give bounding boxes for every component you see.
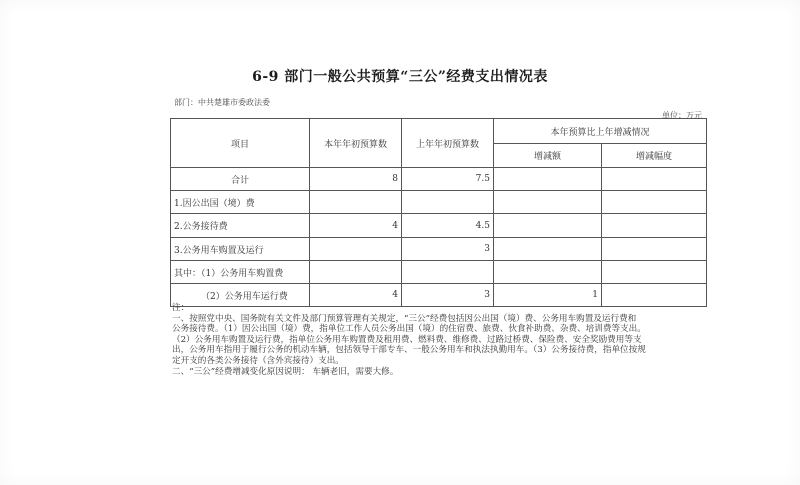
row-label: 其中：（1）公务用车购置费	[171, 261, 310, 284]
budget-table	[170, 118, 707, 307]
row-label: 1.因公出国（境）费	[171, 191, 310, 214]
cell-rate	[602, 214, 707, 238]
cell-rate	[602, 168, 707, 191]
table-row	[171, 238, 707, 261]
table-row	[171, 214, 707, 238]
cell-change	[494, 214, 602, 238]
notes-line: 出，公务用车指用于履行公务的机动车辆，包括领导干部专车、一般公务用车和执法执勤用车。（3）公务接待费，指单位按规	[172, 345, 646, 356]
department-label: 部门：中共楚雄市委政法委	[174, 98, 270, 107]
notes-line: 二、“三公”经费增减变化原因说明： 车辆老旧，需要大修。	[172, 366, 399, 377]
notes-line: 注：	[172, 303, 190, 313]
cell-current: 4	[310, 214, 402, 238]
cell-change	[494, 168, 602, 191]
notes-line: 公务接待费。（1）因公出国（境）费，指单位工作人员公务出国（境）的住宿费、旅费、伙食补助费、杂费、培训费等支出。	[172, 324, 646, 335]
notes-line: 定开支的各类公务接待（含外宾接待）支出。	[172, 355, 344, 366]
cell-change: 1	[494, 284, 602, 307]
row-label: 合计	[171, 168, 310, 191]
cell-previous: 3	[402, 238, 494, 261]
row-label: 3.公务用车购置及运行	[171, 238, 310, 261]
page-title: 6-9 部门一般公共预算“三公”经费支出情况表	[252, 69, 548, 85]
notes-section	[172, 303, 712, 377]
header-change-amount: 增减额	[494, 144, 602, 168]
header-item: 项目	[171, 119, 310, 168]
table-row	[171, 191, 707, 214]
cell-previous: 7.5	[402, 168, 494, 191]
header-change-rate: 增减幅度	[602, 144, 707, 168]
header-previous-budget: 上年年初预算数	[402, 119, 494, 168]
cell-current	[310, 238, 402, 261]
row-label: 2.公务接待费	[171, 214, 310, 238]
cell-rate	[602, 238, 707, 261]
table-row	[171, 261, 707, 284]
cell-change	[494, 261, 602, 284]
cell-change	[494, 191, 602, 214]
cell-previous	[402, 191, 494, 214]
cell-previous: 3	[402, 284, 494, 307]
header-comparison-group: 本年预算比上年增减情况	[494, 119, 707, 144]
cell-current: 4	[310, 284, 402, 307]
notes-line: （2）公务用车购置及运行费，指单位公务用车购置费及租用费、燃料费、维修费、过路过桥费、保险费、安全奖励费用等支	[172, 334, 642, 345]
cell-current: 8	[310, 168, 402, 191]
row-label: （2）公务用车运行费	[171, 284, 310, 307]
cell-rate	[602, 191, 707, 214]
cell-previous: 4.5	[402, 214, 494, 238]
cell-current	[310, 261, 402, 284]
header-current-budget: 本年年初预算数	[310, 119, 402, 168]
notes-line: 一、按照党中央、国务院有关文件及部门预算管理有关规定，“三公”经费包括因公出国（境）费、公务用车购置及运行费和	[172, 313, 637, 324]
cell-rate	[602, 261, 707, 284]
table-row	[171, 168, 707, 191]
unit-label: 单位：万元	[662, 111, 702, 120]
cell-current	[310, 191, 402, 214]
cell-change	[494, 238, 602, 261]
cell-previous	[402, 261, 494, 284]
